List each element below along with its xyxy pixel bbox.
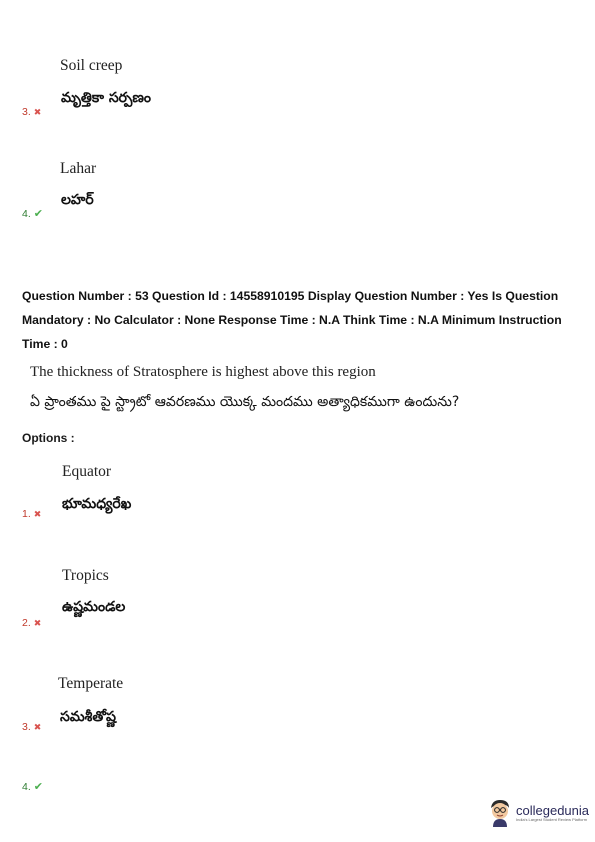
option-3-number [22,721,41,733]
option-3-telugu: మృత్తికా సర్పణం [61,90,152,106]
cross-icon: ✖ [33,722,42,732]
option-3-telugu: సమశీతోష్ణ [60,709,116,725]
options-label: Options : [22,431,75,445]
option-1-telugu: భూమధ్యరేఖ [62,496,132,512]
option-number-label: 2. [22,617,31,629]
option-4-telugu: లహర్ [61,192,94,208]
logo-name: collegedunia [516,803,590,818]
option-number-label: 4. [22,208,31,220]
option-4-english: Lahar [60,160,97,177]
logo-tagline: India's Largest Student Review Platform [516,817,588,822]
option-2-number [22,617,41,629]
option-number-label: 4. [22,781,31,793]
option-1-english: Equator [62,463,112,480]
option-number-label: 3. [22,106,31,118]
option-1-number [22,508,41,520]
check-icon: ✔ [33,781,43,793]
option-number-label: 3. [22,721,31,733]
option-4-number [22,207,43,220]
question-text-english: The thickness of Stratosphere is highest above this region [30,364,376,380]
collegedunia-logo [487,798,589,828]
cross-icon: ✖ [33,618,42,628]
check-icon: ✔ [33,208,43,220]
option-2-telugu: ఉష్ణమండల [62,599,126,615]
option-3-english: Soil creep [60,57,123,74]
option-number-label: 1. [22,508,31,520]
cross-icon: ✖ [33,509,42,519]
cross-icon: ✖ [33,107,42,117]
option-3-english: Temperate [58,675,124,692]
mascot-icon [487,798,513,828]
question-header: Question Number : 53 Question Id : 14558910195 Display Question Number : Yes Is Question Mandatory : No Calculator : None Response Time : N.A Think Time : N.A Minimum Instruction Time : 0 [22,289,562,351]
option-2-english: Tropics [62,567,109,584]
option-4-number [22,780,43,793]
option-3-number [22,106,41,118]
question-text-telugu: ఏ ప్రాంతము పై స్ట్రాటో ఆవరణము యొక్క మందము అత్యాధికముగా ఉందును? [30,394,460,410]
